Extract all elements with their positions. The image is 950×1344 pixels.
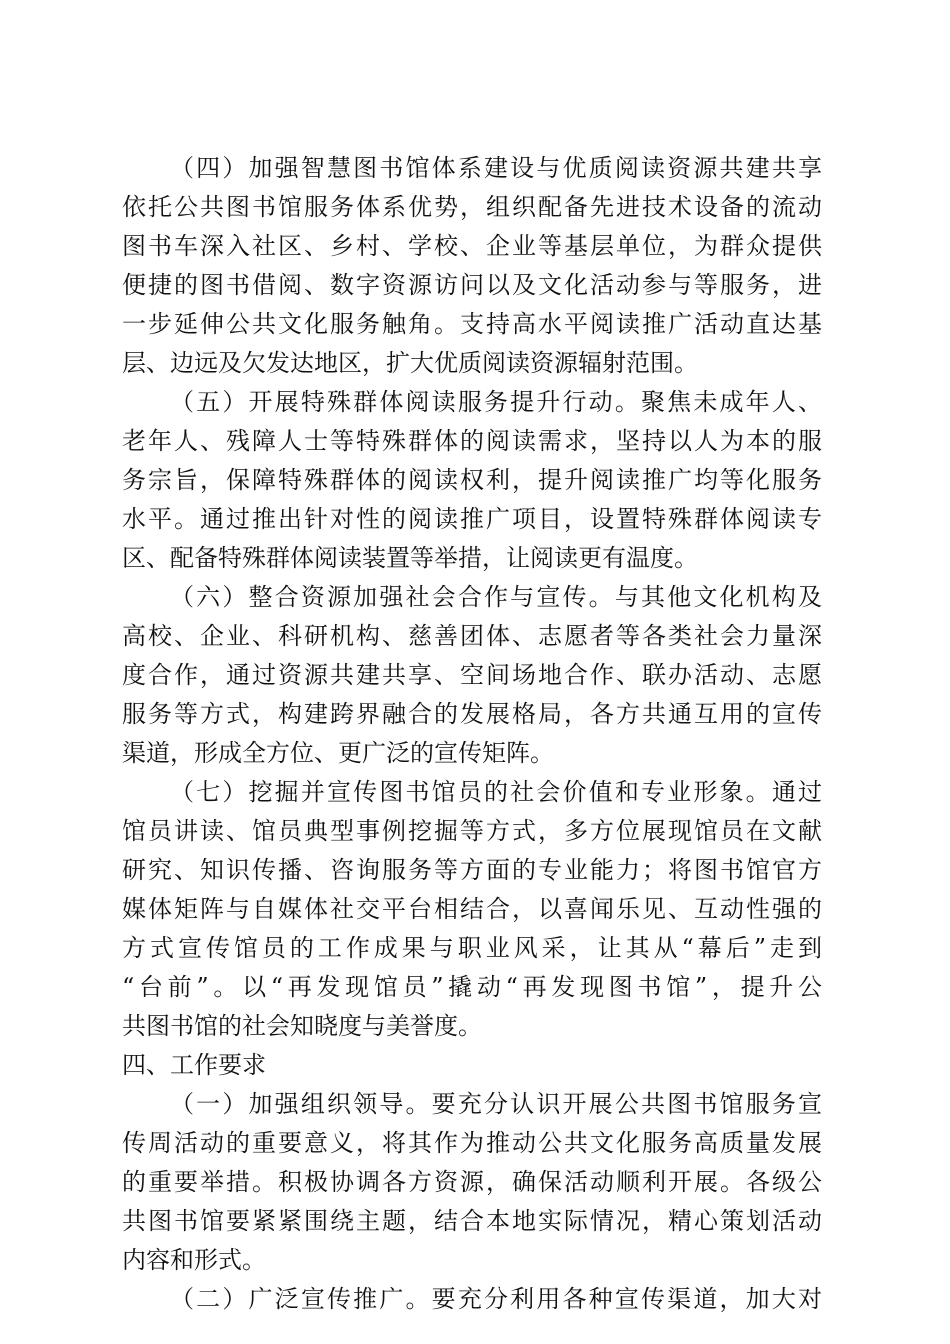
paragraph-6-line-4: 服务等方式，构建跨界融合的发展格局，各方共通互用的宣传 [122,700,822,728]
paragraph-4-line-6: 层、边远及欠发达地区，扩大优质阅读资源辐射范围。 [122,349,698,377]
paragraph-7-line-7: 共图书馆的社会知晓度与美誉度。 [122,1012,482,1040]
paragraph-6-line-3: 度合作，通过资源共建共享、空间场地合作、联办活动、志愿 [122,661,822,689]
requirement-1-line-4: 共图书馆要紧紧围绕主题，结合本地实际情况，精心策划活动 [122,1207,822,1235]
requirement-1-line-3: 的重要举措。积极协调各方资源，确保活动顺利开展。各级公 [122,1168,822,1196]
paragraph-4-line-2: 依托公共图书馆服务体系优势，组织配备先进技术设备的流动 [122,193,822,221]
section-heading-work-requirements: 四、工作要求 [122,1051,266,1079]
paragraph-6-line-1: （六）整合资源加强社会合作与宣传。与其他文化机构及 [170,583,822,611]
paragraph-7-line-4: 媒体矩阵与自媒体社交平台相结合，以喜闻乐见、互动性强的 [122,895,822,923]
paragraph-5-line-5: 区、配备特殊群体阅读装置等举措，让阅读更有温度。 [122,544,698,572]
paragraph-6-line-2: 高校、企业、科研机构、慈善团体、志愿者等各类社会力量深 [122,622,822,650]
requirement-1-line-2: 传周活动的重要意义，将其作为推动公共文化服务高质量发展 [122,1129,822,1157]
paragraph-5-line-2: 老年人、残障人士等特殊群体的阅读需求，坚持以人为本的服 [122,427,822,455]
paragraph-4-line-3: 图书车深入社区、乡村、学校、企业等基层单位，为群众提供 [122,232,822,260]
paragraph-4-line-1: （四）加强智慧图书馆体系建设与优质阅读资源共建共享 [170,154,822,182]
paragraph-4-line-5: 一步延伸公共文化服务触角。支持高水平阅读推广活动直达基 [122,310,822,338]
paragraph-5-line-1: （五）开展特殊群体阅读服务提升行动。聚焦未成年人、 [170,388,822,416]
paragraph-7-line-5: 方式宣传馆员的工作成果与职业风采，让其从“幕后”走到 [122,934,822,962]
paragraph-7-line-3: 研究、知识传播、咨询服务等方面的专业能力；将图书馆官方 [122,856,822,884]
paragraph-5-line-3: 务宗旨，保障特殊群体的阅读权利，提升阅读推广均等化服务 [122,466,822,494]
requirement-2-line-1: （二）广泛宣传推广。要充分利用各种宣传渠道，加大对 [170,1285,822,1313]
paragraph-5-line-4: 水平。通过推出针对性的阅读推广项目，设置特殊群体阅读专 [122,505,822,533]
paragraph-4-line-4: 便捷的图书借阅、数字资源访问以及文化活动参与等服务，进 [122,271,822,299]
paragraph-7-line-1: （七）挖掘并宣传图书馆员的社会价值和专业形象。通过 [170,778,822,806]
paragraph-7-line-2: 馆员讲读、馆员典型事例挖掘等方式，多方位展现馆员在文献 [122,817,822,845]
paragraph-7-line-6: “台前”。以“再发现馆员”撬动“再发现图书馆”，提升公 [122,973,822,1001]
paragraph-6-line-5: 渠道，形成全方位、更广泛的宣传矩阵。 [122,739,554,767]
requirement-1-line-5: 内容和形式。 [122,1246,266,1274]
requirement-1-line-1: （一）加强组织领导。要充分认识开展公共图书馆服务宣 [170,1090,822,1118]
